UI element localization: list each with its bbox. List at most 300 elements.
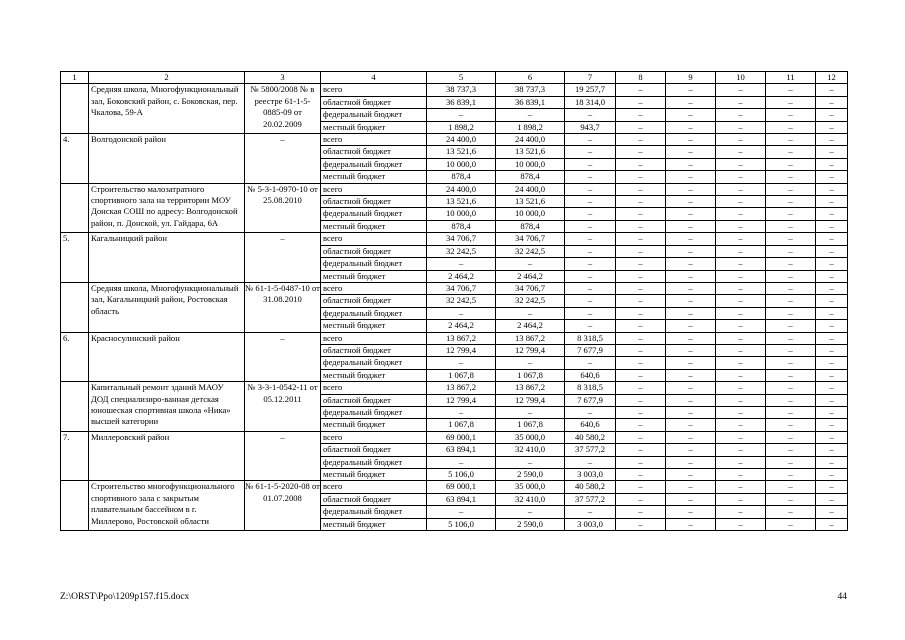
amount-cell: 34 706,7: [427, 282, 496, 294]
amount-cell: –: [766, 295, 816, 307]
amount-cell: –: [616, 220, 666, 232]
amount-cell: –: [766, 84, 816, 96]
amount-cell: –: [565, 320, 616, 332]
row-number: [61, 183, 89, 233]
amount-cell: –: [666, 344, 716, 356]
amount-cell: –: [816, 258, 848, 270]
amount-cell: –: [666, 357, 716, 369]
amount-cell: –: [616, 270, 666, 282]
amount-cell: –: [716, 183, 766, 195]
expertise-reference: –: [245, 431, 321, 481]
amount-cell: –: [565, 357, 616, 369]
amount-cell: –: [766, 96, 816, 108]
amount-cell: –: [666, 258, 716, 270]
object-name: Волгодонской район: [89, 134, 245, 184]
table-row: [61, 233, 848, 245]
budget-table: [60, 71, 848, 531]
amount-cell: 36 839,1: [496, 96, 565, 108]
amount-cell: –: [616, 394, 666, 406]
amount-cell: –: [666, 320, 716, 332]
row-number: 4.: [61, 134, 89, 184]
amount-cell: –: [427, 307, 496, 319]
amount-cell: –: [816, 208, 848, 220]
amount-cell: 24 400,0: [427, 134, 496, 146]
amount-cell: –: [616, 196, 666, 208]
amount-cell: 1 898,2: [496, 121, 565, 133]
table-row: [61, 84, 848, 96]
amount-cell: –: [616, 456, 666, 468]
amount-cell: 13 867,2: [496, 332, 565, 344]
table-row: [61, 332, 848, 344]
amount-cell: 943,7: [565, 121, 616, 133]
amount-cell: 24 400,0: [496, 183, 565, 195]
amount-cell: –: [816, 158, 848, 170]
amount-cell: –: [565, 270, 616, 282]
funding-source: местный бюджет: [321, 320, 427, 332]
amount-cell: –: [766, 493, 816, 505]
amount-cell: –: [716, 382, 766, 394]
amount-cell: –: [716, 431, 766, 443]
amount-cell: –: [496, 456, 565, 468]
page-number: 44: [837, 592, 847, 602]
amount-cell: –: [716, 357, 766, 369]
amount-cell: –: [666, 444, 716, 456]
amount-cell: –: [666, 456, 716, 468]
amount-cell: 38 737,3: [427, 84, 496, 96]
amount-cell: 40 580,2: [565, 431, 616, 443]
funding-source: федеральный бюджет: [321, 208, 427, 220]
amount-cell: –: [766, 357, 816, 369]
row-number: [61, 382, 89, 432]
table-row: [61, 431, 848, 443]
amount-cell: –: [766, 431, 816, 443]
amount-cell: 10 000,0: [496, 158, 565, 170]
amount-cell: –: [666, 233, 716, 245]
amount-cell: –: [766, 481, 816, 493]
amount-cell: –: [816, 493, 848, 505]
amount-cell: 19 257,7: [565, 84, 616, 96]
amount-cell: 13 521,6: [496, 146, 565, 158]
amount-cell: –: [766, 109, 816, 121]
funding-source: всего: [321, 382, 427, 394]
amount-cell: –: [716, 419, 766, 431]
amount-cell: –: [616, 307, 666, 319]
amount-cell: –: [427, 357, 496, 369]
funding-source: всего: [321, 183, 427, 195]
amount-cell: 1 067,8: [427, 419, 496, 431]
file-path-footer: Z:\ORST\Ppo\1209p157.f15.docx: [60, 592, 190, 602]
amount-cell: –: [496, 406, 565, 418]
amount-cell: –: [616, 357, 666, 369]
amount-cell: 878,4: [496, 220, 565, 232]
column-number: 11: [766, 72, 816, 84]
amount-cell: 640,6: [565, 369, 616, 381]
amount-cell: –: [816, 270, 848, 282]
funding-source: местный бюджет: [321, 220, 427, 232]
amount-cell: –: [565, 134, 616, 146]
amount-cell: –: [766, 332, 816, 344]
amount-cell: –: [666, 245, 716, 257]
amount-cell: –: [716, 208, 766, 220]
amount-cell: 2 590,0: [496, 518, 565, 530]
amount-cell: –: [816, 320, 848, 332]
funding-source: областной бюджет: [321, 444, 427, 456]
amount-cell: –: [816, 332, 848, 344]
expertise-reference: № 61-1-5-0487-10 от 31.08.2010: [245, 282, 321, 332]
amount-cell: 12 799,4: [427, 394, 496, 406]
amount-cell: –: [816, 307, 848, 319]
amount-cell: –: [565, 406, 616, 418]
amount-cell: 13 521,6: [427, 146, 496, 158]
amount-cell: –: [616, 146, 666, 158]
amount-cell: –: [716, 295, 766, 307]
amount-cell: –: [716, 344, 766, 356]
table-row: [61, 481, 848, 493]
table-row: [61, 282, 848, 294]
amount-cell: –: [666, 84, 716, 96]
amount-cell: –: [816, 456, 848, 468]
funding-source: федеральный бюджет: [321, 158, 427, 170]
amount-cell: –: [816, 506, 848, 518]
column-number: 7: [565, 72, 616, 84]
amount-cell: –: [816, 84, 848, 96]
expertise-reference: № 61-1-5-2020-08 от 01.07.2008: [245, 481, 321, 531]
amount-cell: –: [816, 109, 848, 121]
amount-cell: –: [666, 406, 716, 418]
funding-source: местный бюджет: [321, 518, 427, 530]
amount-cell: –: [666, 220, 716, 232]
amount-cell: –: [427, 258, 496, 270]
amount-cell: 18 314,0: [565, 96, 616, 108]
amount-cell: 13 867,2: [427, 382, 496, 394]
funding-source: местный бюджет: [321, 270, 427, 282]
amount-cell: –: [666, 431, 716, 443]
amount-cell: –: [666, 369, 716, 381]
amount-cell: –: [565, 183, 616, 195]
amount-cell: 34 706,7: [496, 282, 565, 294]
amount-cell: –: [565, 171, 616, 183]
amount-cell: –: [427, 456, 496, 468]
amount-cell: 8 318,5: [565, 332, 616, 344]
amount-cell: –: [666, 307, 716, 319]
amount-cell: –: [816, 394, 848, 406]
amount-cell: 2 464,2: [427, 320, 496, 332]
amount-cell: –: [616, 406, 666, 418]
amount-cell: –: [666, 146, 716, 158]
amount-cell: 3 003,0: [565, 469, 616, 481]
amount-cell: –: [716, 84, 766, 96]
amount-cell: –: [616, 320, 666, 332]
amount-cell: 10 000,0: [427, 208, 496, 220]
amount-cell: –: [616, 481, 666, 493]
amount-cell: –: [616, 518, 666, 530]
expertise-reference: № 3-3-1-0542-11 от 05.12.2011: [245, 382, 321, 432]
amount-cell: –: [716, 270, 766, 282]
amount-cell: 69 000,1: [427, 481, 496, 493]
funding-source: всего: [321, 233, 427, 245]
funding-source: областной бюджет: [321, 196, 427, 208]
amount-cell: –: [766, 220, 816, 232]
row-number: [61, 84, 89, 134]
row-number: 6.: [61, 332, 89, 382]
amount-cell: –: [816, 134, 848, 146]
amount-cell: –: [565, 220, 616, 232]
funding-source: всего: [321, 134, 427, 146]
amount-cell: –: [616, 208, 666, 220]
amount-cell: 1 067,8: [496, 369, 565, 381]
row-number: [61, 282, 89, 332]
amount-cell: –: [766, 233, 816, 245]
amount-cell: –: [666, 109, 716, 121]
amount-cell: 3 003,0: [565, 518, 616, 530]
amount-cell: –: [716, 518, 766, 530]
amount-cell: –: [565, 109, 616, 121]
amount-cell: –: [766, 121, 816, 133]
amount-cell: 5 106,0: [427, 518, 496, 530]
amount-cell: 32 242,5: [496, 295, 565, 307]
amount-cell: –: [816, 220, 848, 232]
amount-cell: –: [816, 469, 848, 481]
funding-source: всего: [321, 431, 427, 443]
amount-cell: 36 839,1: [427, 96, 496, 108]
amount-cell: –: [616, 493, 666, 505]
amount-cell: –: [816, 406, 848, 418]
amount-cell: –: [716, 196, 766, 208]
amount-cell: 32 410,0: [496, 493, 565, 505]
amount-cell: –: [616, 344, 666, 356]
amount-cell: –: [565, 295, 616, 307]
amount-cell: –: [616, 233, 666, 245]
object-name: Строительство малозатратного спортивного зала на территории МОУ Донская СОШ по адресу: Волгодонской район, п. Донской, ул. Гайдара, 6А: [89, 183, 245, 233]
amount-cell: –: [666, 282, 716, 294]
amount-cell: 34 706,7: [496, 233, 565, 245]
amount-cell: –: [716, 444, 766, 456]
amount-cell: 38 737,3: [496, 84, 565, 96]
funding-source: областной бюджет: [321, 394, 427, 406]
amount-cell: –: [616, 134, 666, 146]
amount-cell: –: [666, 158, 716, 170]
amount-cell: –: [616, 295, 666, 307]
amount-cell: –: [716, 121, 766, 133]
row-number: 5.: [61, 233, 89, 283]
amount-cell: –: [666, 332, 716, 344]
amount-cell: –: [816, 183, 848, 195]
object-name: Строительство многофункционального спортивного зала с закрытым плавательным бассейном в г. Миллерово, Ростовской области: [89, 481, 245, 531]
amount-cell: 63 894,1: [427, 493, 496, 505]
amount-cell: –: [816, 369, 848, 381]
funding-source: федеральный бюджет: [321, 357, 427, 369]
amount-cell: 640,6: [565, 419, 616, 431]
amount-cell: –: [766, 456, 816, 468]
amount-cell: –: [616, 431, 666, 443]
amount-cell: 1 067,8: [427, 369, 496, 381]
amount-cell: –: [666, 481, 716, 493]
column-number: 1: [61, 72, 89, 84]
column-number: 5: [427, 72, 496, 84]
amount-cell: 8 318,5: [565, 382, 616, 394]
amount-cell: 13 521,6: [427, 196, 496, 208]
amount-cell: –: [565, 506, 616, 518]
amount-cell: –: [716, 220, 766, 232]
amount-cell: –: [496, 307, 565, 319]
column-number: 9: [666, 72, 716, 84]
amount-cell: 69 000,1: [427, 431, 496, 443]
amount-cell: –: [716, 406, 766, 418]
amount-cell: –: [616, 96, 666, 108]
amount-cell: –: [666, 183, 716, 195]
table-row: [61, 382, 848, 394]
column-number: 8: [616, 72, 666, 84]
amount-cell: 32 242,5: [427, 295, 496, 307]
object-name: Средняя школа, Многофункциональный зал, Кагальницкий район, Ростовская область: [89, 282, 245, 332]
amount-cell: 32 410,0: [496, 444, 565, 456]
amount-cell: –: [616, 84, 666, 96]
amount-cell: –: [766, 245, 816, 257]
object-name: Капитальный ремонт зданий МАОУ ДОД специализиро-ванная детская юношеская спортивная школа «Ника» высшей категории: [89, 382, 245, 432]
amount-cell: 1 898,2: [427, 121, 496, 133]
amount-cell: –: [716, 493, 766, 505]
amount-cell: 32 242,5: [427, 245, 496, 257]
amount-cell: –: [766, 419, 816, 431]
funding-source: местный бюджет: [321, 121, 427, 133]
amount-cell: –: [616, 109, 666, 121]
table-row: [61, 134, 848, 146]
amount-cell: –: [816, 96, 848, 108]
amount-cell: 2 590,0: [496, 469, 565, 481]
amount-cell: –: [816, 121, 848, 133]
amount-cell: 7 677,9: [565, 394, 616, 406]
amount-cell: –: [716, 109, 766, 121]
amount-cell: –: [766, 258, 816, 270]
funding-source: областной бюджет: [321, 146, 427, 158]
column-number: 3: [245, 72, 321, 84]
amount-cell: –: [766, 382, 816, 394]
amount-cell: –: [496, 258, 565, 270]
funding-source: областной бюджет: [321, 295, 427, 307]
amount-cell: –: [666, 121, 716, 133]
amount-cell: –: [716, 456, 766, 468]
funding-source: федеральный бюджет: [321, 109, 427, 121]
amount-cell: 12 799,4: [427, 344, 496, 356]
amount-cell: –: [565, 208, 616, 220]
amount-cell: –: [766, 134, 816, 146]
amount-cell: –: [666, 382, 716, 394]
amount-cell: –: [766, 307, 816, 319]
funding-source: федеральный бюджет: [321, 307, 427, 319]
amount-cell: –: [816, 344, 848, 356]
amount-cell: –: [565, 245, 616, 257]
amount-cell: 13 521,6: [496, 196, 565, 208]
amount-cell: –: [716, 332, 766, 344]
amount-cell: –: [816, 382, 848, 394]
amount-cell: 10 000,0: [427, 158, 496, 170]
amount-cell: –: [427, 406, 496, 418]
funding-source: областной бюджет: [321, 344, 427, 356]
funding-source: областной бюджет: [321, 96, 427, 108]
amount-cell: –: [616, 369, 666, 381]
amount-cell: –: [496, 357, 565, 369]
amount-cell: –: [716, 394, 766, 406]
amount-cell: –: [716, 469, 766, 481]
amount-cell: –: [766, 394, 816, 406]
row-number: [61, 481, 89, 531]
amount-cell: –: [616, 282, 666, 294]
amount-cell: –: [816, 196, 848, 208]
funding-source: местный бюджет: [321, 419, 427, 431]
amount-cell: –: [616, 419, 666, 431]
amount-cell: –: [616, 171, 666, 183]
object-name: Миллеровский район: [89, 431, 245, 481]
amount-cell: –: [716, 282, 766, 294]
funding-source: областной бюджет: [321, 245, 427, 257]
amount-cell: –: [766, 158, 816, 170]
amount-cell: –: [616, 332, 666, 344]
amount-cell: 13 867,2: [496, 382, 565, 394]
amount-cell: –: [427, 109, 496, 121]
object-name: Красносулинский район: [89, 332, 245, 382]
amount-cell: –: [616, 121, 666, 133]
amount-cell: –: [616, 469, 666, 481]
amount-cell: –: [816, 419, 848, 431]
amount-cell: 878,4: [496, 171, 565, 183]
amount-cell: 13 867,2: [427, 332, 496, 344]
amount-cell: –: [816, 518, 848, 530]
funding-source: областной бюджет: [321, 493, 427, 505]
amount-cell: –: [716, 146, 766, 158]
funding-source: всего: [321, 332, 427, 344]
column-number: 10: [716, 72, 766, 84]
amount-cell: 35 000,0: [496, 481, 565, 493]
amount-cell: –: [716, 258, 766, 270]
amount-cell: 63 894,1: [427, 444, 496, 456]
amount-cell: –: [565, 307, 616, 319]
amount-cell: 34 706,7: [427, 233, 496, 245]
amount-cell: –: [716, 320, 766, 332]
amount-cell: –: [565, 233, 616, 245]
amount-cell: –: [616, 506, 666, 518]
amount-cell: 35 000,0: [496, 431, 565, 443]
object-name: Средняя школа, Многофункциональный зал, Боковский район, с. Боковская, пер. Чкалова, 59-А: [89, 84, 245, 134]
amount-cell: –: [565, 456, 616, 468]
amount-cell: 32 242,5: [496, 245, 565, 257]
funding-source: местный бюджет: [321, 369, 427, 381]
amount-cell: –: [716, 245, 766, 257]
amount-cell: –: [816, 282, 848, 294]
funding-source: всего: [321, 282, 427, 294]
amount-cell: –: [816, 444, 848, 456]
expertise-reference: –: [245, 134, 321, 184]
amount-cell: –: [666, 196, 716, 208]
amount-cell: –: [816, 245, 848, 257]
amount-cell: –: [716, 369, 766, 381]
amount-cell: 2 464,2: [496, 270, 565, 282]
column-number: 4: [321, 72, 427, 84]
table-row: [61, 183, 848, 195]
amount-cell: –: [716, 506, 766, 518]
amount-cell: –: [716, 481, 766, 493]
amount-cell: 878,4: [427, 171, 496, 183]
amount-cell: –: [766, 183, 816, 195]
amount-cell: 37 577,2: [565, 493, 616, 505]
amount-cell: –: [565, 282, 616, 294]
amount-cell: –: [816, 481, 848, 493]
funding-source: федеральный бюджет: [321, 456, 427, 468]
amount-cell: –: [766, 320, 816, 332]
amount-cell: –: [716, 171, 766, 183]
amount-cell: –: [716, 233, 766, 245]
amount-cell: –: [716, 158, 766, 170]
amount-cell: –: [766, 208, 816, 220]
